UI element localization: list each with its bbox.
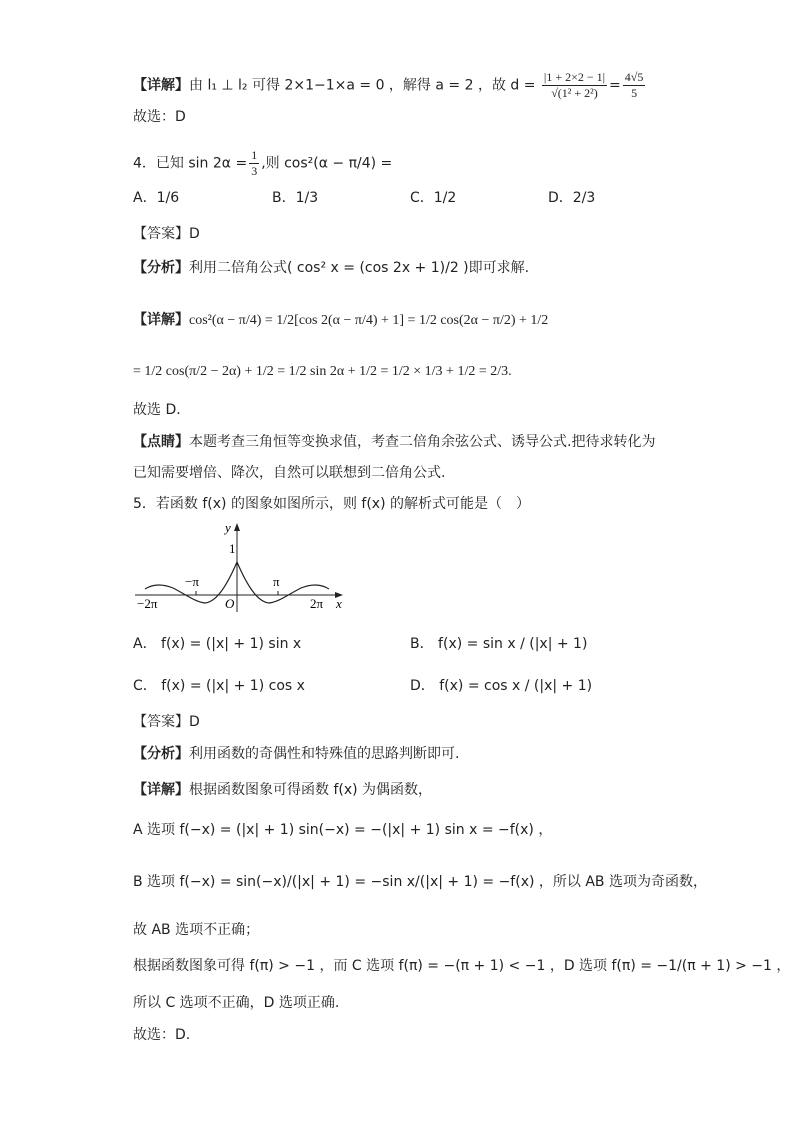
q5-detail-5: 根据函数图象可得 f(π) > −1 ，而 C 选项 f(π) = −(π + 1) < −1 ，D 选项 f(π) = −1/(π + 1) > −1 ，: [133, 958, 791, 974]
neg-2pi-label: −2π: [137, 596, 158, 611]
detail-text: 由 l₁ ⊥ l₂ 可得 2×1−1×a = 0 ，解得 a = 2 ，故 d =: [189, 77, 536, 94]
origin-label: O: [225, 596, 235, 611]
q4-fraction: $\frac{1}{3}$: [251, 148, 258, 178]
q4-choose: 故选 D.: [133, 402, 181, 418]
q5-option-d: D． f(x) = cos x / (|x| + 1): [410, 678, 593, 694]
one-label: 1: [229, 541, 236, 556]
distance-fraction: $\frac{|1 + 2\times 2 - 1|}{\text{√(1² + 2²)}}$: [543, 70, 606, 100]
q5-detail-1: 【详解】根据函数图象可得函数 f(x) 为偶函数，: [133, 782, 433, 798]
function-graph: [133, 520, 353, 615]
q4-analysis: 【分析】利用二倍角公式( cos² x = (cos 2x + 1)/2 )即可求解.: [133, 260, 530, 276]
detail-tag: 【详解】: [133, 77, 189, 94]
question-5-stem: 5．若函数 f(x) 的图象如图所示，则 f(x) 的解析式可能是（ ）: [133, 496, 530, 512]
q4-comment-2: 已知需要增倍、降次，自然可以联想到二倍角公式.: [133, 465, 446, 481]
choose-line-q3: 故选：D: [133, 109, 186, 125]
q5-detail-4: 故 AB 选项不正确；: [133, 922, 260, 938]
q4-detail-1: 【详解】cos²(α − π/4) = 1/2[cos 2(α − π/4) + 1] = 1/2 cos(2α − π/2) + 1/2: [133, 312, 549, 328]
q4-option-d: D．2/3: [548, 190, 596, 206]
q4-option-b: B．1/3: [272, 190, 319, 206]
pi-label: π: [273, 574, 280, 589]
q4-option-c: C．1/2: [410, 190, 457, 206]
distance-result: $\frac{4√5}{5}$: [624, 70, 644, 100]
y-label: y: [225, 520, 231, 535]
q5-option-b: B． f(x) = sin x / (|x| + 1): [410, 636, 588, 652]
q5-choose: 故选：D.: [133, 1027, 191, 1043]
neg-pi-label: −π: [185, 574, 199, 589]
q5-detail-3: B 选项 f(−x) = sin(−x)/(|x| + 1) = −sin x/(|x| + 1) = −f(x) ，所以 AB 选项为奇函数，: [133, 874, 707, 890]
q4-detail-2: = 1/2 cos(π/2 − 2α) + 1/2 = 1/2 sin 2α + 1/2 = 1/2 × 1/3 + 1/2 = 2/3.: [133, 364, 512, 379]
q4-comment-1: 【点睛】本题考查三角恒等变换求值，考查二倍角余弦公式、诱导公式.把待求转化为: [133, 434, 656, 450]
x-label: x: [336, 596, 342, 611]
question-4-stem: 4．已知 sin 2α = $\frac{1}{3}$ ,则 cos²(α − π/4) =: [133, 148, 393, 178]
detail-line-q3: 【详解】由 l₁ ⊥ l₂ 可得 2×1−1×a = 0 ，解得 a = 2 ，故 d = $\frac{|1 + 2\times 2 - 1|}{\text{√(1² + 2²)}}$ = $\frac{4√5}{5}$: [133, 70, 644, 100]
q4-option-a: A．1/6: [133, 190, 180, 206]
two-pi-label: 2π: [310, 596, 324, 611]
q5-answer: 【答案】D: [133, 714, 200, 730]
y-axis-arrow: [234, 523, 240, 531]
q5-detail-2: A 选项 f(−x) = (|x| + 1) sin(−x) = −(|x| + 1) sin x = −f(x) ，: [133, 822, 553, 838]
q5-option-a: A． f(x) = (|x| + 1) sin x: [133, 636, 302, 652]
q5-option-c: C． f(x) = (|x| + 1) cos x: [133, 678, 305, 694]
q5-detail-6: 所以 C 选项不正确，D 选项正确.: [133, 995, 340, 1011]
q5-analysis: 【分析】利用函数的奇偶性和特殊值的思路判断即可.: [133, 746, 460, 762]
q4-answer: 【答案】D: [133, 226, 200, 242]
